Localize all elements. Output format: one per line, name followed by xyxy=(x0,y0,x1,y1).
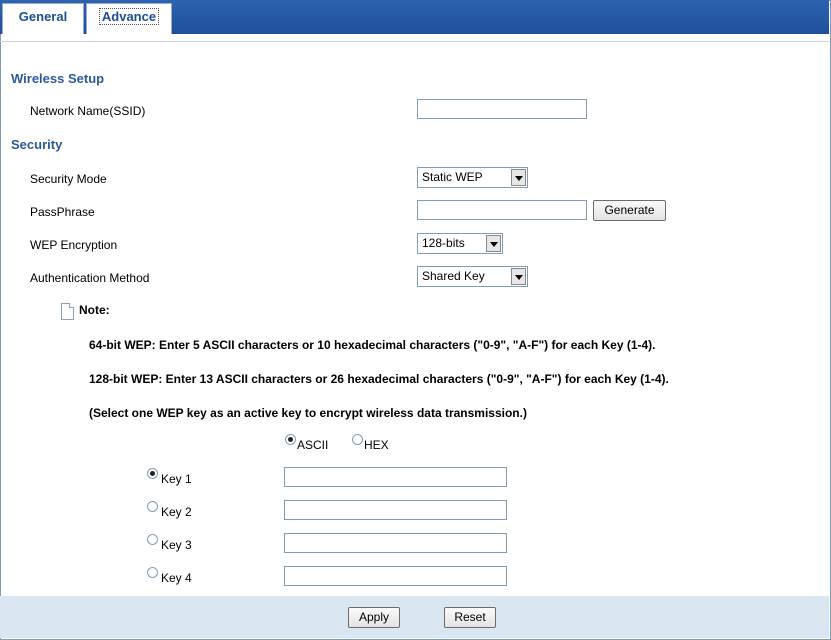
key4-input[interactable] xyxy=(284,566,507,586)
key1-label: Key 1 xyxy=(161,472,192,486)
reset-button[interactable]: Reset xyxy=(444,607,496,628)
wireless-setup-heading: Wireless Setup xyxy=(11,71,105,86)
divider xyxy=(0,41,829,42)
key3-radio[interactable] xyxy=(147,534,158,545)
chevron-down-icon xyxy=(511,268,526,285)
chevron-down-icon xyxy=(511,169,526,186)
key2-input[interactable] xyxy=(284,500,507,520)
hex-radio[interactable] xyxy=(352,434,363,445)
note-title: Note: xyxy=(79,303,110,317)
key3-label: Key 3 xyxy=(161,538,192,552)
security-mode-select[interactable]: Static WEP xyxy=(417,167,528,188)
note-line-64bit: 64-bit WEP: Enter 5 ASCII characters or 10 hexadecimal characters ("0-9", "A-F") for each Key (1-4). xyxy=(89,338,656,352)
hex-label: HEX xyxy=(364,438,389,452)
key2-radio[interactable] xyxy=(147,501,158,512)
ascii-label: ASCII xyxy=(297,438,329,452)
wep-encryption-label: WEP Encryption xyxy=(30,238,118,252)
note-line-128bit: 128-bit WEP: Enter 13 ASCII characters or 26 hexadecimal characters ("0-9", "A-F") for each Key (1-4). xyxy=(89,372,669,386)
ssid-input[interactable] xyxy=(417,99,587,119)
ssid-label: Network Name(SSID) xyxy=(30,104,146,118)
apply-button[interactable]: Apply xyxy=(348,607,400,628)
key1-input[interactable] xyxy=(284,467,507,487)
note-icon xyxy=(61,303,74,320)
security-heading: Security xyxy=(11,137,63,152)
passphrase-input[interactable] xyxy=(417,200,587,220)
chevron-down-icon xyxy=(486,235,501,252)
security-mode-label: Security Mode xyxy=(30,172,107,186)
tab-advance[interactable]: Advance xyxy=(86,3,172,34)
note-line-select: (Select one WEP key as an active key to encrypt wireless data transmission.) xyxy=(89,406,527,420)
generate-button[interactable]: Generate xyxy=(593,200,666,221)
key4-radio[interactable] xyxy=(147,567,158,578)
key3-input[interactable] xyxy=(284,533,507,553)
key1-radio[interactable] xyxy=(147,468,158,479)
wep-encryption-select[interactable]: 128-bits xyxy=(417,233,503,254)
auth-method-select[interactable]: Shared Key xyxy=(417,266,528,287)
passphrase-label: PassPhrase xyxy=(30,205,95,219)
tab-general[interactable]: General xyxy=(2,3,84,34)
auth-method-label: Authentication Method xyxy=(30,271,150,285)
button-bar xyxy=(0,596,829,638)
key2-label: Key 2 xyxy=(161,505,192,519)
tab-bar xyxy=(0,0,829,34)
key4-label: Key 4 xyxy=(161,571,192,585)
ascii-radio[interactable] xyxy=(285,434,296,445)
